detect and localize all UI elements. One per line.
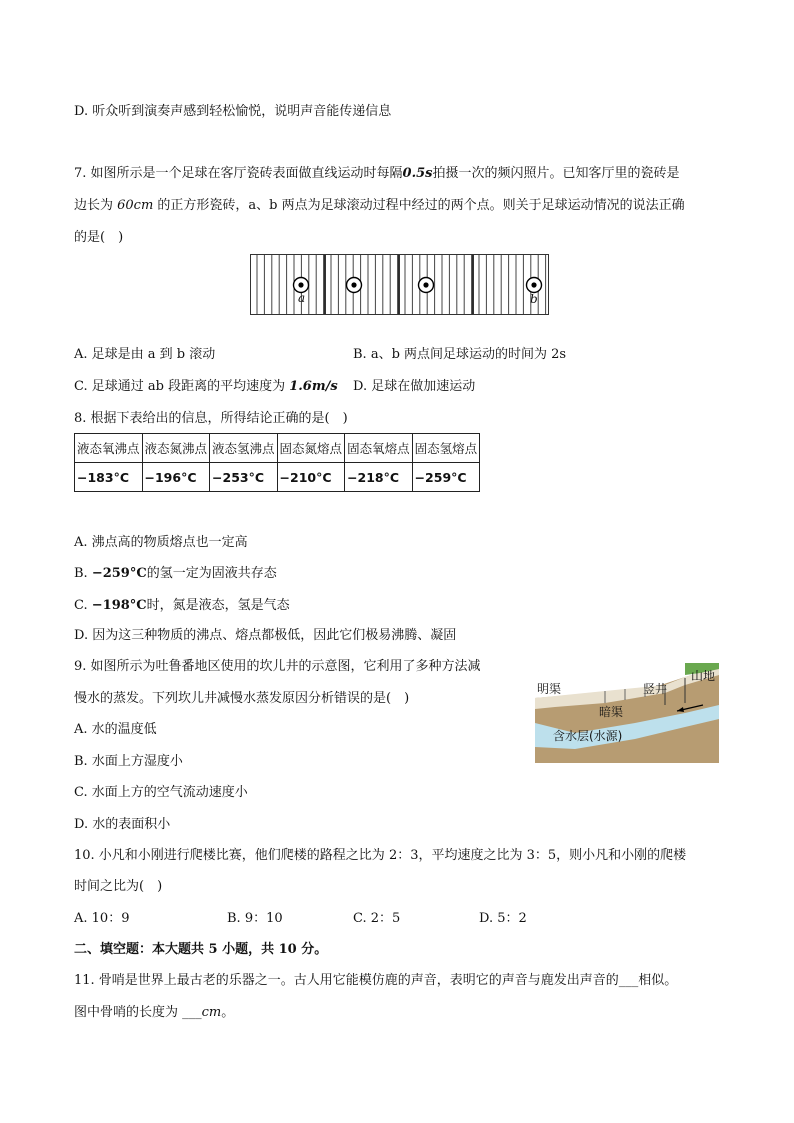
q7-option-a: A. 足球是由 a 到 b 滚动 [74,347,216,362]
label-mingqu: 明渠 [537,682,562,696]
q11-stem-line1: 11. 骨哨是世界上最古老的乐器之一。古人用它能模仿鹿的声音，表明它的声音与鹿发出声音的___相似。 [74,973,678,988]
point-a-label: a [298,291,306,305]
label-shujing: 竖井 [643,682,668,696]
ball-3-icon [419,278,434,293]
q11-stem-line2: 图中骨哨的长度为 ___cm。 [74,1005,235,1020]
q9-option-d: D. 水的表面积小 [74,817,171,832]
point-b-label: b [530,292,538,306]
table-cell: −183°C [75,463,143,492]
table-cell: −253°C [210,463,278,492]
label-hanshuiceng: 含水层(水源) [553,729,623,743]
q6-option-d: D. 听众听到演奏声感到轻松愉悦，说明声音能传递信息 [74,104,392,119]
q8-option-b: B. −259°C的氢一定为固液共存态 [74,566,277,581]
table-cell: −218°C [345,463,413,492]
q7-stem-line2: 边长为 60cm 的正方形瓷砖，a、b 两点为足球滚动过程中经过的两个点。则关于足球运动情况的说法正确 [74,198,685,213]
table-header-cell: 固态氮熔点 [277,434,345,463]
q8-option-a: A. 沸点高的物质熔点也一定高 [74,535,248,550]
q10-option-d: D. 5：2 [479,911,527,926]
ball-2-icon [347,278,362,293]
label-anqu: 暗渠 [599,705,624,719]
table-header-cell: 液态氮沸点 [142,434,210,463]
q10-option-a: A. 10：9 [74,911,130,926]
q10-stem-line2: 时间之比为( ) [74,879,163,894]
table-header-row [75,434,480,463]
section-title: 二、填空题：本大题共 5 小题，共 10 分。 [74,942,328,957]
table-row [75,463,480,492]
q9-stem-line1: 9. 如图所示为吐鲁番地区使用的坎儿井的示意图，它利用了多种方法减 [74,659,481,674]
q7-option-b: B. a、b 两点间足球运动的时间为 2s [353,347,567,362]
table-header-cell: 液态氧沸点 [75,434,143,463]
q9-option-b: B. 水面上方湿度小 [74,754,183,769]
table-header-cell: 固态氧熔点 [345,434,413,463]
table-cell: −259°C [412,463,480,492]
q10-option-c: C. 2：5 [353,911,401,926]
tile-strip-figure [250,254,549,315]
q8-option-c: C. −198°C时，氮是液态，氢是气态 [74,598,290,613]
tiles-svg [251,255,548,314]
table-cell: −196°C [142,463,210,492]
q7-stem-line3: 的是( ) [74,230,124,245]
q8-stem: 8. 根据下表给出的信息，所得结论正确的是( ) [74,411,348,426]
kariz-well-figure [535,663,719,763]
q10-option-b: B. 9：10 [227,911,283,926]
table-header-cell: 液态氢沸点 [210,434,278,463]
q9-option-c: C. 水面上方的空气流动速度小 [74,785,248,800]
label-shandi: 山地 [691,669,716,683]
q7-stem-line1: 7. 如图所示是一个足球在客厅瓷砖表面做直线运动时每隔0.5s拍摄一次的频闪照片。已知客厅里的瓷砖是 [74,166,680,181]
q7-option-d: D. 足球在做加速运动 [353,379,476,394]
q8-table [74,433,480,492]
table-cell: −210°C [277,463,345,492]
q7-option-c: C. 足球通过 ab 段距离的平均速度为 1.6m/s [74,379,338,394]
q9-option-a: A. 水的温度低 [74,722,157,737]
q9-stem-line2: 慢水的蒸发。下列坎儿井减慢水蒸发原因分析错误的是( ) [74,691,410,706]
ball-4-icon [527,278,542,293]
q10-stem-line1: 10. 小凡和小刚进行爬楼比赛，他们爬楼的路程之比为 2：3，平均速度之比为 3：5，则小凡和小刚的爬楼 [74,848,687,863]
table-header-cell: 固态氢熔点 [412,434,480,463]
q8-option-d: D. 因为这三种物质的沸点、熔点都极低，因此它们极易沸腾、凝固 [74,628,457,643]
